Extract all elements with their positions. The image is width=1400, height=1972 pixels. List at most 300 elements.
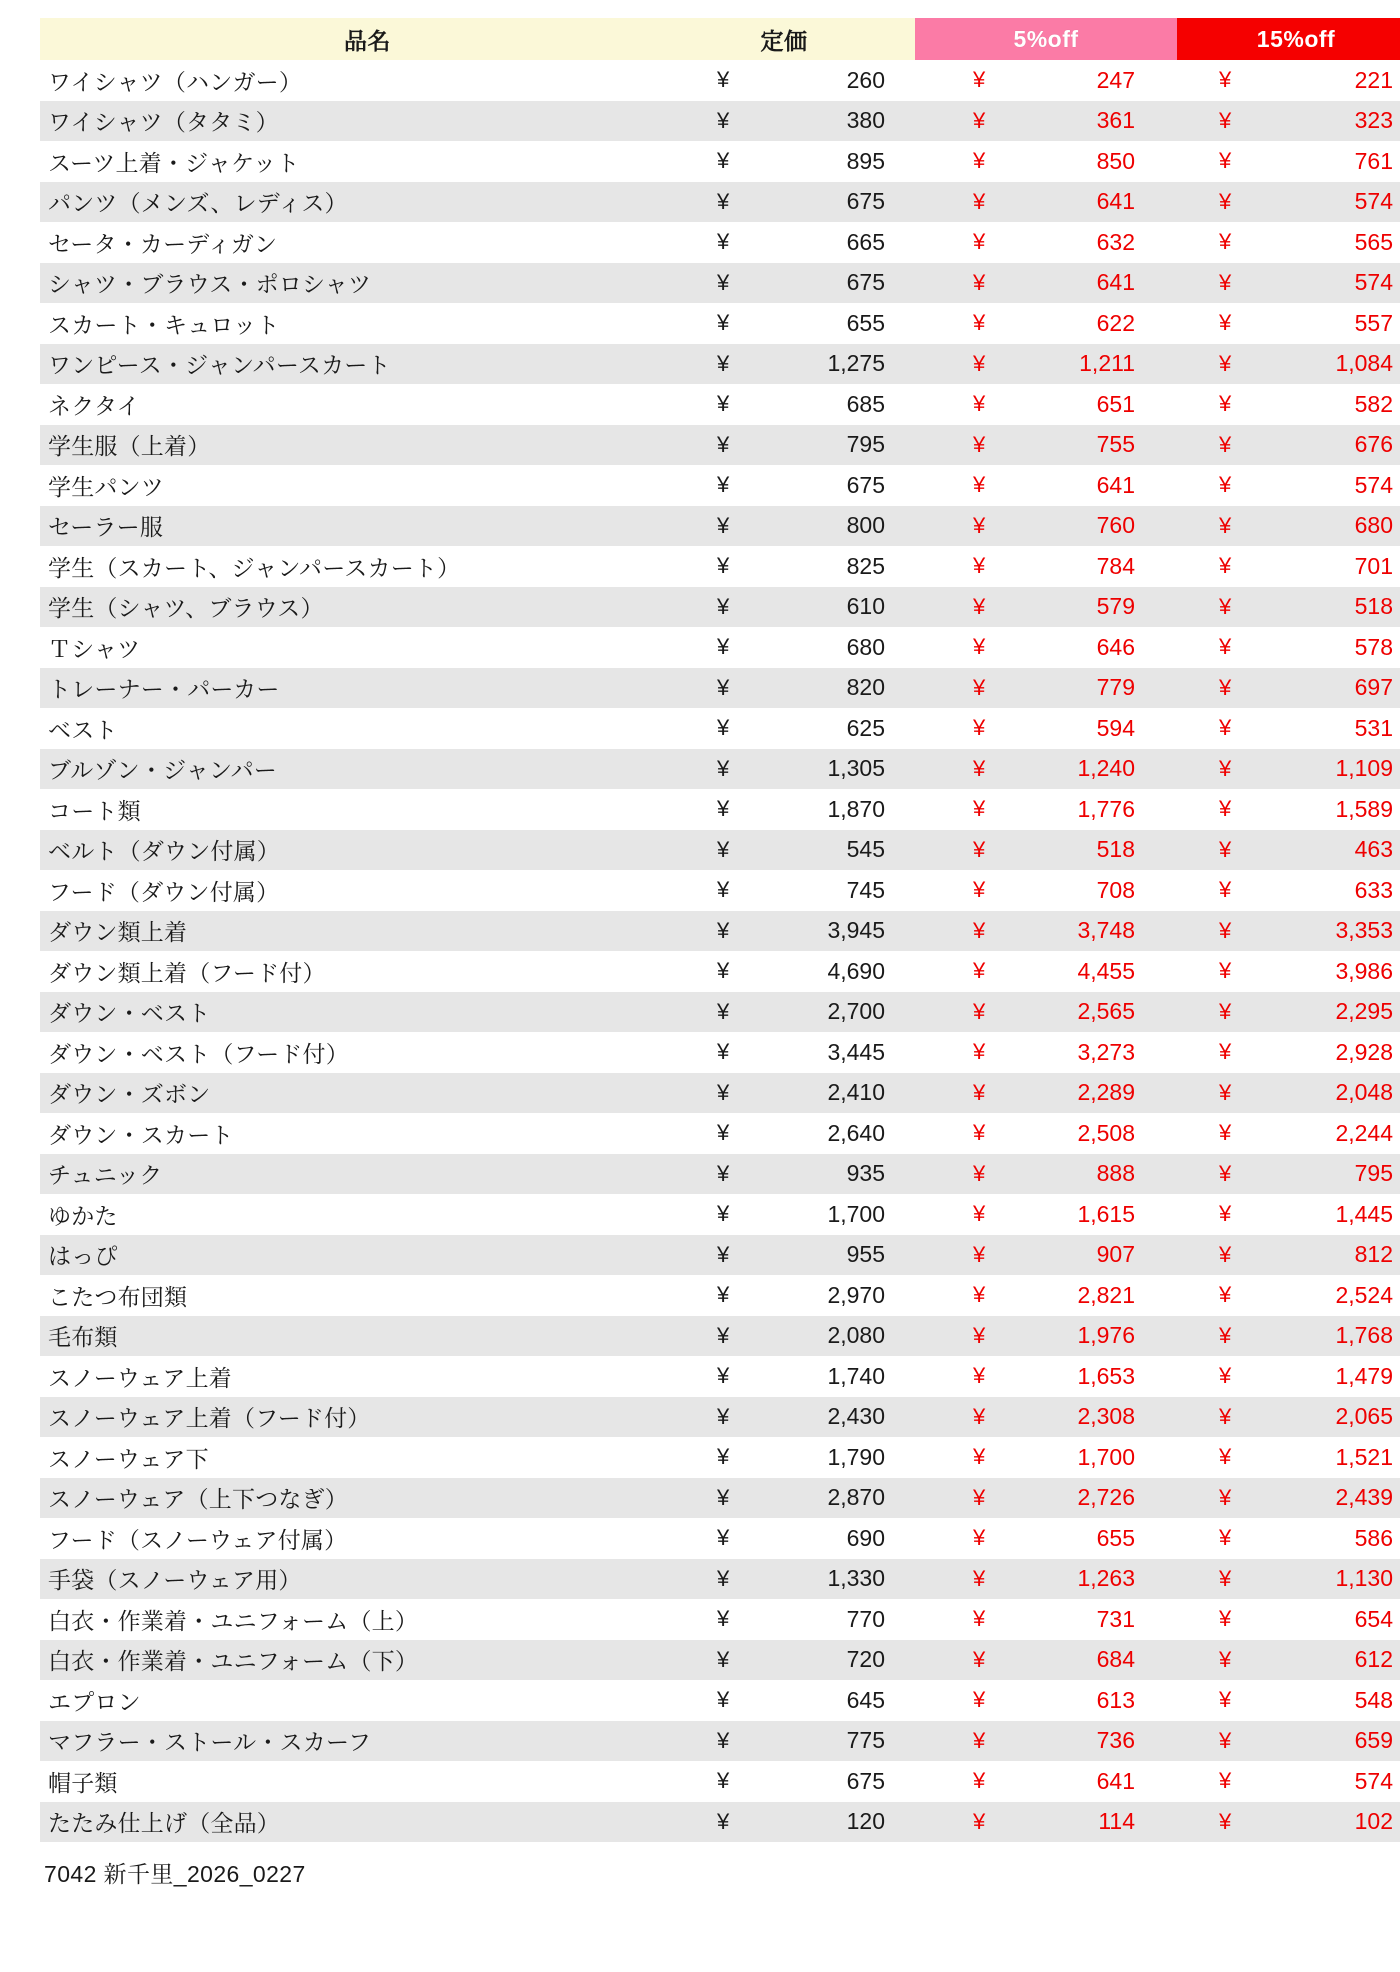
cell-item-name: 帽子類 xyxy=(40,1761,695,1802)
cell-list-price xyxy=(695,587,915,628)
amount-value: 697 xyxy=(1354,674,1393,701)
amount-value: 784 xyxy=(1096,552,1135,579)
amount-value: 720 xyxy=(846,1646,885,1673)
amount-value: 655 xyxy=(846,309,885,336)
amount-value: 260 xyxy=(846,66,885,93)
cell-price-5-off xyxy=(915,951,1177,992)
cell-price-15-off xyxy=(1177,344,1400,385)
amount-value: 2,640 xyxy=(827,1119,885,1146)
cell-list-price xyxy=(695,1235,915,1276)
amount-value: 955 xyxy=(846,1241,885,1268)
cell-item-name: ダウン・ズボン xyxy=(40,1073,695,1114)
yen-symbol: ¥ xyxy=(973,1808,986,1834)
cell-list-price xyxy=(695,141,915,182)
cell-list-price xyxy=(695,1073,915,1114)
yen-symbol: ¥ xyxy=(717,310,730,336)
amount-value: 518 xyxy=(1354,593,1393,620)
amount-value: 574 xyxy=(1354,1767,1393,1794)
cell-list-price xyxy=(695,1640,915,1681)
amount-value: 545 xyxy=(846,836,885,863)
yen-symbol: ¥ xyxy=(717,1160,730,1186)
cell-list-price xyxy=(695,708,915,749)
cell-price-15-off xyxy=(1177,384,1400,425)
yen-symbol: ¥ xyxy=(973,431,986,457)
table-row xyxy=(40,1154,1400,1195)
table-row xyxy=(40,627,1400,668)
cell-item-name: 学生パンツ xyxy=(40,465,695,506)
yen-symbol: ¥ xyxy=(717,1727,730,1753)
amount-value: 114 xyxy=(1098,1808,1135,1835)
yen-symbol: ¥ xyxy=(1219,107,1232,133)
yen-symbol: ¥ xyxy=(973,917,986,943)
yen-symbol: ¥ xyxy=(1219,1403,1232,1429)
cell-price-15-off xyxy=(1177,182,1400,223)
table-row xyxy=(40,1437,1400,1478)
amount-value: 2,726 xyxy=(1077,1484,1135,1511)
yen-symbol: ¥ xyxy=(1219,1241,1232,1267)
yen-symbol: ¥ xyxy=(717,1039,730,1065)
cell-price-15-off xyxy=(1177,1356,1400,1397)
amount-value: 641 xyxy=(1096,1767,1135,1794)
cell-price-15-off xyxy=(1177,1802,1400,1843)
amount-value: 675 xyxy=(846,471,885,498)
cell-price-5-off xyxy=(915,344,1177,385)
amount-value: 557 xyxy=(1354,309,1393,336)
amount-value: 120 xyxy=(846,1808,885,1835)
yen-symbol: ¥ xyxy=(973,1687,986,1713)
yen-symbol: ¥ xyxy=(1219,1808,1232,1834)
cell-price-5-off xyxy=(915,1761,1177,1802)
amount-value: 578 xyxy=(1354,633,1393,660)
yen-symbol: ¥ xyxy=(717,107,730,133)
table-row xyxy=(40,1113,1400,1154)
amount-value: 800 xyxy=(846,512,885,539)
cell-item-name: ダウン・ベスト xyxy=(40,992,695,1033)
cell-item-name: ブルゾン・ジャンパー xyxy=(40,749,695,790)
table-row xyxy=(40,101,1400,142)
amount-value: 895 xyxy=(846,147,885,174)
cell-price-5-off xyxy=(915,1073,1177,1114)
amount-value: 812 xyxy=(1354,1241,1393,1268)
cell-price-5-off xyxy=(915,1680,1177,1721)
yen-symbol: ¥ xyxy=(973,877,986,903)
table-row xyxy=(40,1599,1400,1640)
amount-value: 665 xyxy=(846,228,885,255)
cell-price-5-off xyxy=(915,870,1177,911)
yen-symbol: ¥ xyxy=(1219,1282,1232,1308)
amount-value: 247 xyxy=(1096,66,1135,93)
cell-price-15-off xyxy=(1177,668,1400,709)
cell-item-name: ワイシャツ（ハンガー） xyxy=(40,60,695,101)
cell-item-name: スカート・キュロット xyxy=(40,303,695,344)
yen-symbol: ¥ xyxy=(973,1768,986,1794)
cell-item-name: トレーナー・パーカー xyxy=(40,668,695,709)
amount-value: 1,130 xyxy=(1335,1565,1393,1592)
yen-symbol: ¥ xyxy=(973,1727,986,1753)
amount-value: 2,928 xyxy=(1335,1038,1393,1065)
yen-symbol: ¥ xyxy=(1219,1565,1232,1591)
yen-symbol: ¥ xyxy=(717,1565,730,1591)
yen-symbol: ¥ xyxy=(717,836,730,862)
amount-value: 3,986 xyxy=(1335,957,1393,984)
yen-symbol: ¥ xyxy=(717,1363,730,1389)
cell-price-5-off xyxy=(915,587,1177,628)
amount-value: 795 xyxy=(846,431,885,458)
cell-price-5-off xyxy=(915,830,1177,871)
amount-value: 680 xyxy=(846,633,885,660)
amount-value: 463 xyxy=(1354,836,1393,863)
cell-item-name: 手袋（スノーウェア用） xyxy=(40,1559,695,1600)
cell-price-5-off xyxy=(915,668,1177,709)
yen-symbol: ¥ xyxy=(717,391,730,417)
amount-value: 4,690 xyxy=(827,957,885,984)
amount-value: 646 xyxy=(1096,633,1135,660)
cell-item-name: Ｔシャツ xyxy=(40,627,695,668)
yen-symbol: ¥ xyxy=(1219,148,1232,174)
cell-price-5-off xyxy=(915,1559,1177,1600)
yen-symbol: ¥ xyxy=(973,1606,986,1632)
table-row xyxy=(40,668,1400,709)
cell-list-price xyxy=(695,344,915,385)
cell-item-name: ネクタイ xyxy=(40,384,695,425)
amount-value: 1,976 xyxy=(1077,1322,1135,1349)
yen-symbol: ¥ xyxy=(717,998,730,1024)
amount-value: 586 xyxy=(1354,1524,1393,1551)
yen-symbol: ¥ xyxy=(717,1120,730,1146)
yen-symbol: ¥ xyxy=(973,796,986,822)
amount-value: 641 xyxy=(1096,188,1135,215)
cell-price-5-off xyxy=(915,425,1177,466)
cell-price-5-off xyxy=(915,546,1177,587)
cell-price-5-off xyxy=(915,303,1177,344)
amount-value: 675 xyxy=(846,269,885,296)
yen-symbol: ¥ xyxy=(973,67,986,93)
cell-item-name: セータ・カーディガン xyxy=(40,222,695,263)
table-row xyxy=(40,1073,1400,1114)
cell-item-name: ダウン・ベスト（フード付） xyxy=(40,1032,695,1073)
cell-price-15-off xyxy=(1177,1235,1400,1276)
cell-price-15-off xyxy=(1177,1518,1400,1559)
cell-list-price xyxy=(695,263,915,304)
yen-symbol: ¥ xyxy=(1219,350,1232,376)
amount-value: 2,970 xyxy=(827,1281,885,1308)
cell-list-price xyxy=(695,789,915,830)
table-row xyxy=(40,1559,1400,1600)
amount-value: 1,700 xyxy=(1077,1443,1135,1470)
cell-list-price xyxy=(695,870,915,911)
yen-symbol: ¥ xyxy=(973,310,986,336)
cell-list-price xyxy=(695,1356,915,1397)
yen-symbol: ¥ xyxy=(717,917,730,943)
table-row xyxy=(40,870,1400,911)
column-header-list-price: 定価 xyxy=(695,18,915,60)
yen-symbol: ¥ xyxy=(717,634,730,660)
amount-value: 1,211 xyxy=(1079,350,1135,377)
cell-price-15-off xyxy=(1177,587,1400,628)
table-row xyxy=(40,1640,1400,1681)
table-row xyxy=(40,1356,1400,1397)
cell-list-price xyxy=(695,627,915,668)
amount-value: 675 xyxy=(846,1767,885,1794)
amount-value: 935 xyxy=(846,1160,885,1187)
table-row xyxy=(40,1032,1400,1073)
yen-symbol: ¥ xyxy=(1219,1363,1232,1389)
yen-symbol: ¥ xyxy=(717,1808,730,1834)
cell-list-price xyxy=(695,749,915,790)
amount-value: 690 xyxy=(846,1524,885,1551)
cell-list-price xyxy=(695,830,915,871)
cell-list-price xyxy=(695,1194,915,1235)
amount-value: 531 xyxy=(1354,714,1393,741)
cell-price-5-off xyxy=(915,1032,1177,1073)
cell-item-name: エプロン xyxy=(40,1680,695,1721)
yen-symbol: ¥ xyxy=(973,1322,986,1348)
cell-item-name: ベルト（ダウン付属） xyxy=(40,830,695,871)
amount-value: 548 xyxy=(1354,1686,1393,1713)
cell-price-5-off xyxy=(915,1478,1177,1519)
cell-price-5-off xyxy=(915,1599,1177,1640)
cell-price-15-off xyxy=(1177,101,1400,142)
cell-price-15-off xyxy=(1177,1154,1400,1195)
amount-value: 2,080 xyxy=(827,1322,885,1349)
yen-symbol: ¥ xyxy=(1219,188,1232,214)
amount-value: 1,084 xyxy=(1335,350,1393,377)
cell-price-15-off xyxy=(1177,1478,1400,1519)
amount-value: 1,776 xyxy=(1077,795,1135,822)
cell-price-5-off xyxy=(915,506,1177,547)
amount-value: 641 xyxy=(1096,269,1135,296)
amount-value: 2,821 xyxy=(1077,1281,1135,1308)
cell-list-price xyxy=(695,1032,915,1073)
table-row xyxy=(40,749,1400,790)
cell-price-15-off xyxy=(1177,141,1400,182)
yen-symbol: ¥ xyxy=(973,715,986,741)
cell-price-5-off xyxy=(915,1802,1177,1843)
amount-value: 1,870 xyxy=(827,795,885,822)
yen-symbol: ¥ xyxy=(717,1525,730,1551)
cell-price-15-off xyxy=(1177,1680,1400,1721)
price-table xyxy=(40,18,1400,1842)
amount-value: 659 xyxy=(1354,1727,1393,1754)
yen-symbol: ¥ xyxy=(717,67,730,93)
amount-value: 850 xyxy=(1096,147,1135,174)
cell-price-5-off xyxy=(915,1721,1177,1762)
yen-symbol: ¥ xyxy=(717,877,730,903)
column-header-5-percent-off: 5%off xyxy=(915,18,1177,60)
yen-symbol: ¥ xyxy=(973,148,986,174)
cell-item-name: チュニック xyxy=(40,1154,695,1195)
amount-value: 2,048 xyxy=(1335,1079,1393,1106)
table-row xyxy=(40,384,1400,425)
yen-symbol: ¥ xyxy=(973,1120,986,1146)
amount-value: 745 xyxy=(846,876,885,903)
amount-value: 632 xyxy=(1096,228,1135,255)
cell-list-price xyxy=(695,951,915,992)
cell-list-price xyxy=(695,384,915,425)
yen-symbol: ¥ xyxy=(973,553,986,579)
cell-list-price xyxy=(695,1599,915,1640)
yen-symbol: ¥ xyxy=(1219,269,1232,295)
cell-price-15-off xyxy=(1177,911,1400,952)
cell-item-name: ワイシャツ（タタミ） xyxy=(40,101,695,142)
cell-price-5-off xyxy=(915,1113,1177,1154)
cell-price-5-off xyxy=(915,465,1177,506)
amount-value: 820 xyxy=(846,674,885,701)
cell-price-15-off xyxy=(1177,870,1400,911)
yen-symbol: ¥ xyxy=(1219,1079,1232,1105)
cell-price-15-off xyxy=(1177,1721,1400,1762)
yen-symbol: ¥ xyxy=(717,431,730,457)
yen-symbol: ¥ xyxy=(717,1444,730,1470)
yen-symbol: ¥ xyxy=(973,1565,986,1591)
yen-symbol: ¥ xyxy=(1219,1484,1232,1510)
yen-symbol: ¥ xyxy=(1219,715,1232,741)
yen-symbol: ¥ xyxy=(1219,512,1232,538)
cell-item-name: 白衣・作業着・ユニフォーム（下） xyxy=(40,1640,695,1681)
cell-list-price xyxy=(695,546,915,587)
amount-value: 579 xyxy=(1096,593,1135,620)
yen-symbol: ¥ xyxy=(717,674,730,700)
table-row xyxy=(40,465,1400,506)
yen-symbol: ¥ xyxy=(973,1201,986,1227)
column-header-15-percent-off: 15%off xyxy=(1177,18,1400,60)
cell-list-price xyxy=(695,101,915,142)
table-row xyxy=(40,830,1400,871)
cell-price-5-off xyxy=(915,911,1177,952)
amount-value: 779 xyxy=(1096,674,1135,701)
cell-item-name: シャツ・ブラウス・ポロシャツ xyxy=(40,263,695,304)
yen-symbol: ¥ xyxy=(717,796,730,822)
cell-list-price xyxy=(695,992,915,1033)
cell-price-15-off xyxy=(1177,465,1400,506)
yen-symbol: ¥ xyxy=(973,269,986,295)
table-row xyxy=(40,1235,1400,1276)
cell-price-15-off xyxy=(1177,1599,1400,1640)
amount-value: 323 xyxy=(1354,107,1393,134)
amount-value: 676 xyxy=(1354,431,1393,458)
amount-value: 2,565 xyxy=(1077,998,1135,1025)
yen-symbol: ¥ xyxy=(1219,998,1232,1024)
yen-symbol: ¥ xyxy=(717,1079,730,1105)
cell-item-name: パンツ（メンズ、レディス） xyxy=(40,182,695,223)
yen-symbol: ¥ xyxy=(973,998,986,1024)
yen-symbol: ¥ xyxy=(717,1322,730,1348)
yen-symbol: ¥ xyxy=(1219,1444,1232,1470)
amount-value: 795 xyxy=(1354,1160,1393,1187)
yen-symbol: ¥ xyxy=(717,1201,730,1227)
cell-list-price xyxy=(695,1397,915,1438)
cell-item-name: ダウン類上着 xyxy=(40,911,695,952)
amount-value: 2,065 xyxy=(1335,1403,1393,1430)
table-row xyxy=(40,951,1400,992)
amount-value: 680 xyxy=(1354,512,1393,539)
amount-value: 775 xyxy=(846,1727,885,1754)
footnote: 7042 新千里_2026_0227 xyxy=(44,1861,306,1887)
table-row xyxy=(40,992,1400,1033)
table-row xyxy=(40,1397,1400,1438)
cell-item-name: こたつ布団類 xyxy=(40,1275,695,1316)
amount-value: 645 xyxy=(846,1686,885,1713)
amount-value: 685 xyxy=(846,390,885,417)
cell-price-5-off xyxy=(915,1518,1177,1559)
yen-symbol: ¥ xyxy=(1219,958,1232,984)
cell-price-5-off xyxy=(915,101,1177,142)
cell-list-price xyxy=(695,1559,915,1600)
amount-value: 888 xyxy=(1096,1160,1135,1187)
yen-symbol: ¥ xyxy=(1219,1525,1232,1551)
cell-list-price xyxy=(695,668,915,709)
yen-symbol: ¥ xyxy=(973,1444,986,1470)
yen-symbol: ¥ xyxy=(1219,472,1232,498)
cell-item-name: ワンピース・ジャンパースカート xyxy=(40,344,695,385)
yen-symbol: ¥ xyxy=(1219,755,1232,781)
yen-symbol: ¥ xyxy=(717,350,730,376)
cell-price-15-off xyxy=(1177,830,1400,871)
yen-symbol: ¥ xyxy=(717,148,730,174)
yen-symbol: ¥ xyxy=(973,634,986,660)
amount-value: 760 xyxy=(1096,512,1135,539)
cell-price-5-off xyxy=(915,708,1177,749)
yen-symbol: ¥ xyxy=(973,1363,986,1389)
yen-symbol: ¥ xyxy=(1219,1646,1232,1672)
amount-value: 651 xyxy=(1096,390,1135,417)
cell-price-5-off xyxy=(915,1397,1177,1438)
table-header-row xyxy=(40,18,1400,60)
table-row xyxy=(40,1721,1400,1762)
cell-price-15-off xyxy=(1177,506,1400,547)
yen-symbol: ¥ xyxy=(1219,1201,1232,1227)
yen-symbol: ¥ xyxy=(1219,1606,1232,1632)
yen-symbol: ¥ xyxy=(717,1646,730,1672)
amount-value: 736 xyxy=(1096,1727,1135,1754)
yen-symbol: ¥ xyxy=(973,958,986,984)
table-row xyxy=(40,546,1400,587)
cell-price-5-off xyxy=(915,627,1177,668)
table-row xyxy=(40,425,1400,466)
cell-list-price xyxy=(695,1154,915,1195)
amount-value: 1,768 xyxy=(1335,1322,1393,1349)
amount-value: 1,653 xyxy=(1077,1362,1135,1389)
yen-symbol: ¥ xyxy=(1219,1039,1232,1065)
table-row xyxy=(40,344,1400,385)
amount-value: 2,289 xyxy=(1077,1079,1135,1106)
amount-value: 708 xyxy=(1096,876,1135,903)
cell-list-price xyxy=(695,425,915,466)
table-body xyxy=(40,60,1400,1842)
table-row xyxy=(40,911,1400,952)
cell-item-name: 学生（スカート、ジャンパースカート） xyxy=(40,546,695,587)
cell-price-15-off xyxy=(1177,1761,1400,1802)
table-row xyxy=(40,141,1400,182)
yen-symbol: ¥ xyxy=(717,1768,730,1794)
yen-symbol: ¥ xyxy=(717,229,730,255)
yen-symbol: ¥ xyxy=(973,1079,986,1105)
cell-price-15-off xyxy=(1177,222,1400,263)
table-row xyxy=(40,506,1400,547)
cell-price-5-off xyxy=(915,789,1177,830)
yen-symbol: ¥ xyxy=(717,715,730,741)
cell-item-name: セーラー服 xyxy=(40,506,695,547)
cell-price-5-off xyxy=(915,222,1177,263)
amount-value: 1,240 xyxy=(1077,755,1135,782)
amount-value: 4,455 xyxy=(1077,957,1135,984)
yen-symbol: ¥ xyxy=(717,553,730,579)
cell-price-15-off xyxy=(1177,749,1400,790)
yen-symbol: ¥ xyxy=(973,593,986,619)
cell-item-name: 毛布類 xyxy=(40,1316,695,1357)
cell-price-15-off xyxy=(1177,60,1400,101)
amount-value: 361 xyxy=(1096,107,1135,134)
